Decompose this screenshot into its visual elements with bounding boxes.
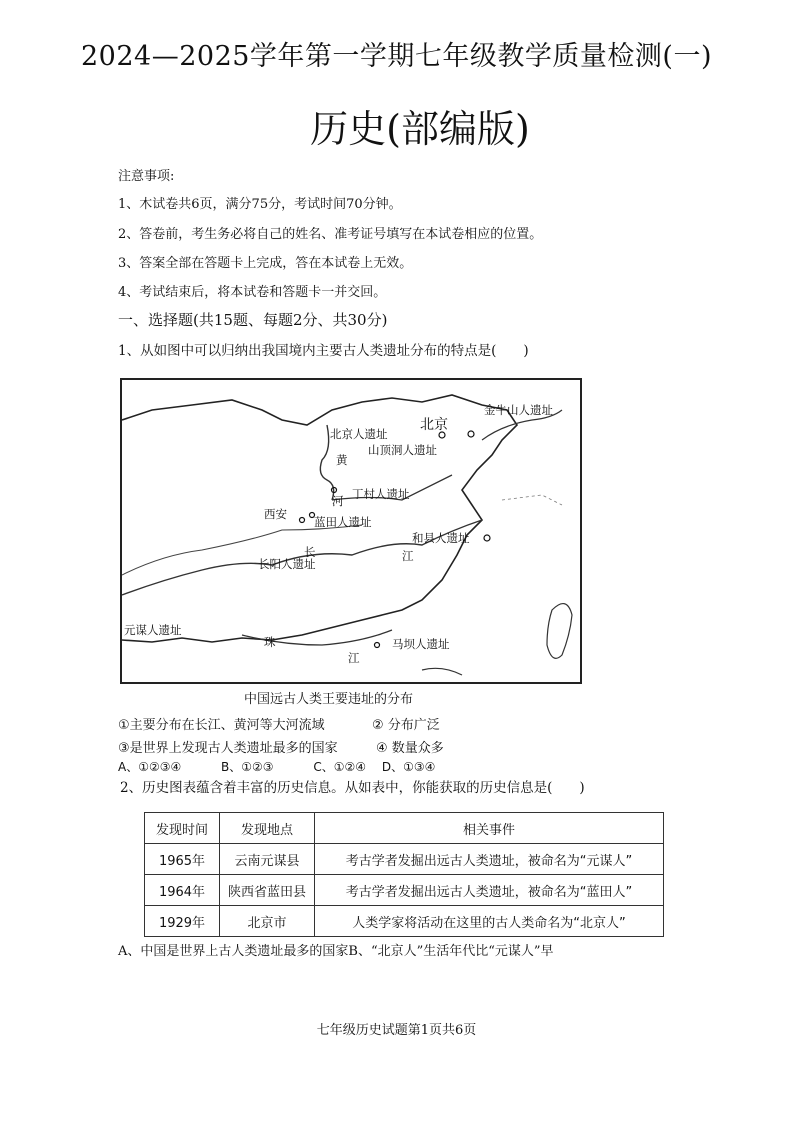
table-cell: 陕西省蓝田县 [220,875,315,906]
table-header-cell: 相关事件 [315,813,664,844]
table-cell: 云南元谋县 [220,844,315,875]
map-label-beijing: 北京 [420,417,448,433]
table-cell: 1964年 [145,875,220,906]
table-cell: 考古学者发掘出远古人类遗址，被命名为“元谋人” [315,844,664,875]
q1-statement-3: ③是世界上发现古人类遗址最多的国家 [118,741,338,756]
question-2-stem: 2、历史图表蕴含着丰富的历史信息。从如表中，你能获取的历史信息是( ) [120,780,585,796]
exam-title: 2024—2025学年第一学期七年级教学质量检测(一) [81,41,712,72]
table-cell: 考古学者发掘出远古人类遗址，被命名为“蓝田人” [315,875,664,906]
map-label-huang: 黄 [336,453,348,467]
table-row [145,844,664,875]
note-item: 4、考试结束后，将本试卷和答题卡一并交回。 [118,285,387,300]
map-label-yuanmou: 元谋人遗址 [124,623,182,637]
page-footer: 七年级历史试题第1页共6页 [316,1023,477,1038]
q1-statement-4: ④ 数量众多 [376,741,444,756]
q1-statement-2: ② 分布广泛 [372,718,440,733]
exam-subtitle: 历史(部编版) [310,107,530,151]
map-label-jiang-yangtze: 江 [402,549,414,563]
q1-choices: A、①②③④ B、①②③ C、①②④ D、①③④ [118,760,436,774]
note-item: 2、答卷前，考生务必将自己的姓名、准考证号填写在本试卷相应的位置。 [118,227,543,242]
note-item: 1、木试卷共6页，满分75分，考试时间70分钟。 [118,197,402,212]
map-label-lantian: 蓝田人遗址 [314,515,372,529]
map-label-changyang: 长阳人遗址 [258,557,316,571]
table-cell: 北京市 [220,906,315,937]
map-label-maba: 马坝人遗址 [392,637,450,651]
map-label-xian: 西安 [264,507,287,521]
table-header-cell: 发现时间 [145,813,220,844]
ancient-sites-map [120,378,582,684]
map-label-shanding: 山顶洞人遗址 [368,443,437,457]
map-label-jinniushan: 金牛山人遗址 [484,403,553,417]
discovery-table [144,812,664,937]
table-cell: 人类学家将活动在这里的古人类命名为“北京人” [315,906,664,937]
note-item: 3、答案全部在答题卡上完成，答在本试卷上无效。 [118,256,413,271]
map-label-dingcun: 丁村人遗址 [352,487,410,501]
q2-answer-line: A、中国是世界上古人类遗址最多的国家B、“北京人”生活年代比“元谋人”早 [118,944,554,959]
map-label-chang: 长 [304,545,316,559]
map-caption: 中国远古人类王要违址的分布 [244,692,414,707]
table-cell: 1929年 [145,906,220,937]
table-row [145,875,664,906]
table-header-cell: 发现地点 [220,813,315,844]
table-row [145,906,664,937]
map-label-zhu: 珠 [264,635,276,649]
q1-statement-1: ①主要分布在长江、黄河等大河流域 [118,718,325,733]
table-cell: 1965年 [145,844,220,875]
map-label-beijingren: 北京人遗址 [330,427,388,441]
question-1-stem: 1、从如图中可以归纳出我国境内主要古人类遗址分布的特点是( ) [118,343,529,359]
map-label-hexian: 和县人遗址 [412,531,470,545]
notes-heading: 注意事项: [118,169,175,184]
map-label-jiang-pearl: 江 [348,651,360,665]
table-header-row [145,813,664,844]
section-heading: 一、选择题(共15题、每题2分、共30分) [118,311,388,329]
map-label-he: 河 [332,494,344,508]
